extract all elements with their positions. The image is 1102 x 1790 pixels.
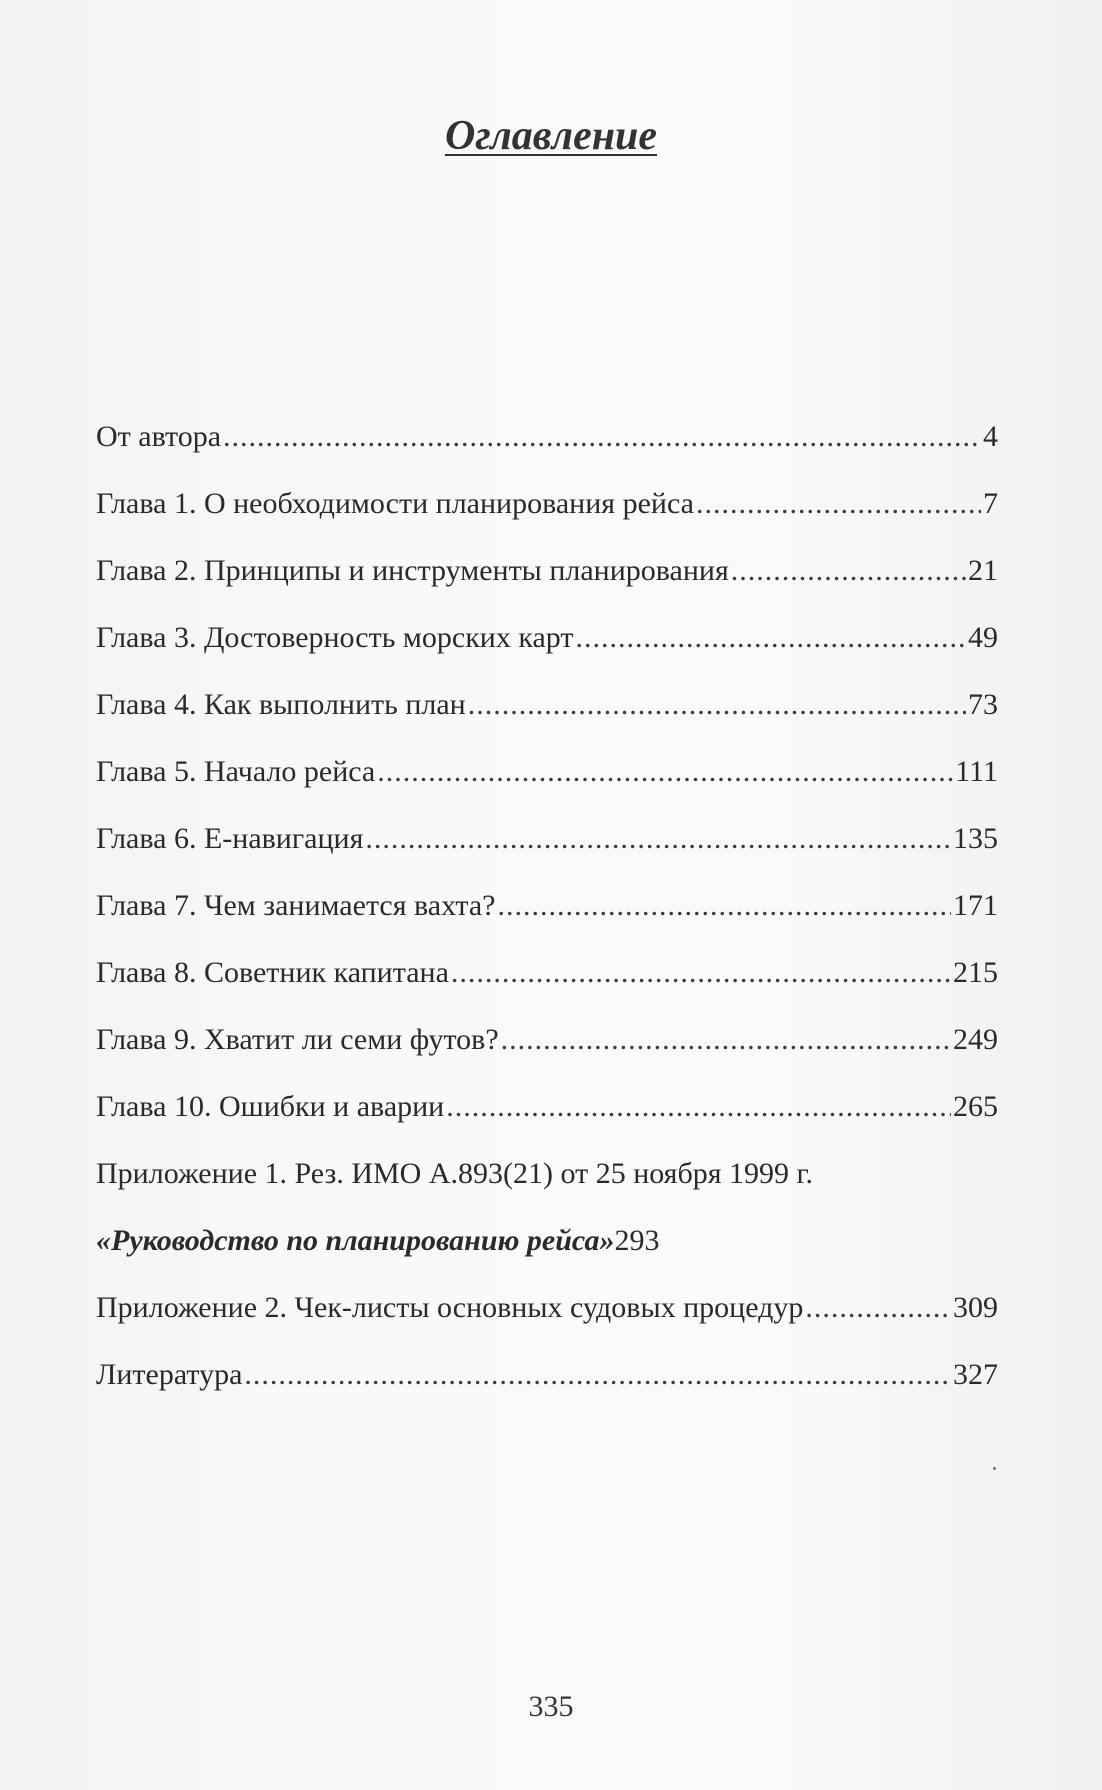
toc-leader-dots bbox=[576, 604, 967, 671]
toc-entry-label: Глава 6. Е-навигация bbox=[96, 822, 364, 855]
toc-entry-label: Приложение 2. Чек-листы основных судовых процедур bbox=[96, 1291, 804, 1324]
toc-entry-page: 265 bbox=[953, 1090, 998, 1123]
toc-entry-page: 135 bbox=[953, 822, 998, 855]
toc-entry-chapter-2 bbox=[96, 537, 998, 604]
toc-entry-chapter-10 bbox=[96, 1073, 998, 1140]
toc-leader-dots bbox=[446, 1073, 951, 1140]
toc-entry-literature bbox=[96, 1341, 998, 1408]
toc-leader-dots bbox=[223, 403, 981, 470]
toc-leader-dots bbox=[696, 470, 981, 537]
page-number: 335 bbox=[528, 1690, 574, 1723]
toc-entry-chapter-4 bbox=[96, 671, 998, 738]
toc-entry-chapter-1 bbox=[96, 470, 998, 537]
toc-leader-dots bbox=[468, 671, 966, 738]
toc-leader-dots bbox=[501, 1006, 951, 1073]
title-text: Оглавление bbox=[444, 113, 658, 159]
toc-entry-label: Глава 3. Достоверность морских карт bbox=[96, 621, 574, 654]
paper-speck bbox=[993, 1467, 996, 1470]
toc-entry-chapter-7 bbox=[96, 872, 998, 939]
toc-entry-appendix-1 bbox=[96, 1140, 998, 1274]
toc-entry-page: 327 bbox=[953, 1358, 998, 1391]
toc-leader-dots bbox=[805, 1274, 951, 1341]
toc-entry-label: Глава 8. Советник капитана bbox=[96, 956, 449, 989]
toc-leader-dots bbox=[731, 537, 966, 604]
toc-leader-dots bbox=[365, 805, 951, 872]
toc-entry-label: Глава 1. О необходимости планирования рейса bbox=[96, 487, 694, 520]
toc-leader-dots bbox=[497, 872, 951, 939]
toc-entry-page: 249 bbox=[953, 1023, 998, 1056]
toc-entry-page: 293 bbox=[614, 1224, 660, 1257]
toc-entry-page: 21 bbox=[968, 554, 998, 587]
toc-entry-chapter-6 bbox=[96, 805, 998, 872]
toc-entry-page: 73 bbox=[968, 688, 998, 721]
toc-entry-chapter-9 bbox=[96, 1006, 998, 1073]
toc-entry-page: 4 bbox=[983, 420, 998, 453]
toc-entry-page: 111 bbox=[955, 755, 998, 788]
table-of-contents bbox=[96, 403, 998, 1408]
toc-entry-chapter-3 bbox=[96, 604, 998, 671]
toc-entry-label: Глава 2. Принципы и инструменты планирования bbox=[96, 554, 729, 587]
toc-leader-dots bbox=[377, 738, 953, 805]
toc-entry-label: Литература bbox=[96, 1358, 243, 1391]
toc-entry-page: 49 bbox=[968, 621, 998, 654]
toc-entry-label: Глава 4. Как выполнить план bbox=[96, 688, 466, 721]
toc-entry-label: От автора bbox=[96, 420, 222, 453]
toc-entry-page: 215 bbox=[953, 956, 998, 989]
toc-entry-subtitle: «Руководство по планированию рейса» bbox=[96, 1224, 615, 1257]
toc-entry-page: 7 bbox=[983, 487, 998, 520]
toc-entry-label: Глава 10. Ошибки и аварии bbox=[96, 1090, 445, 1123]
toc-entry-appendix-2 bbox=[96, 1274, 998, 1341]
toc-leader-dots bbox=[244, 1341, 951, 1408]
toc-entry-preface bbox=[96, 403, 998, 470]
toc-entry-page: 309 bbox=[953, 1291, 998, 1324]
toc-entry-chapter-8 bbox=[96, 939, 998, 1006]
toc-entry-second-line bbox=[96, 1207, 998, 1274]
toc-entry-label: Глава 5. Начало рейса bbox=[96, 755, 376, 788]
toc-entry-chapter-5 bbox=[96, 738, 998, 805]
toc-entry-label: Глава 9. Хватит ли семи футов? bbox=[96, 1023, 499, 1056]
toc-leader-dots bbox=[451, 939, 951, 1006]
toc-entry-label: Глава 7. Чем занимается вахта? bbox=[96, 889, 496, 922]
page-title bbox=[0, 112, 1102, 160]
toc-entry-page: 171 bbox=[953, 889, 998, 922]
toc-entry-label: Приложение 1. Рез. ИМО А.893(21) от 25 ноября 1999 г. bbox=[96, 1157, 813, 1190]
